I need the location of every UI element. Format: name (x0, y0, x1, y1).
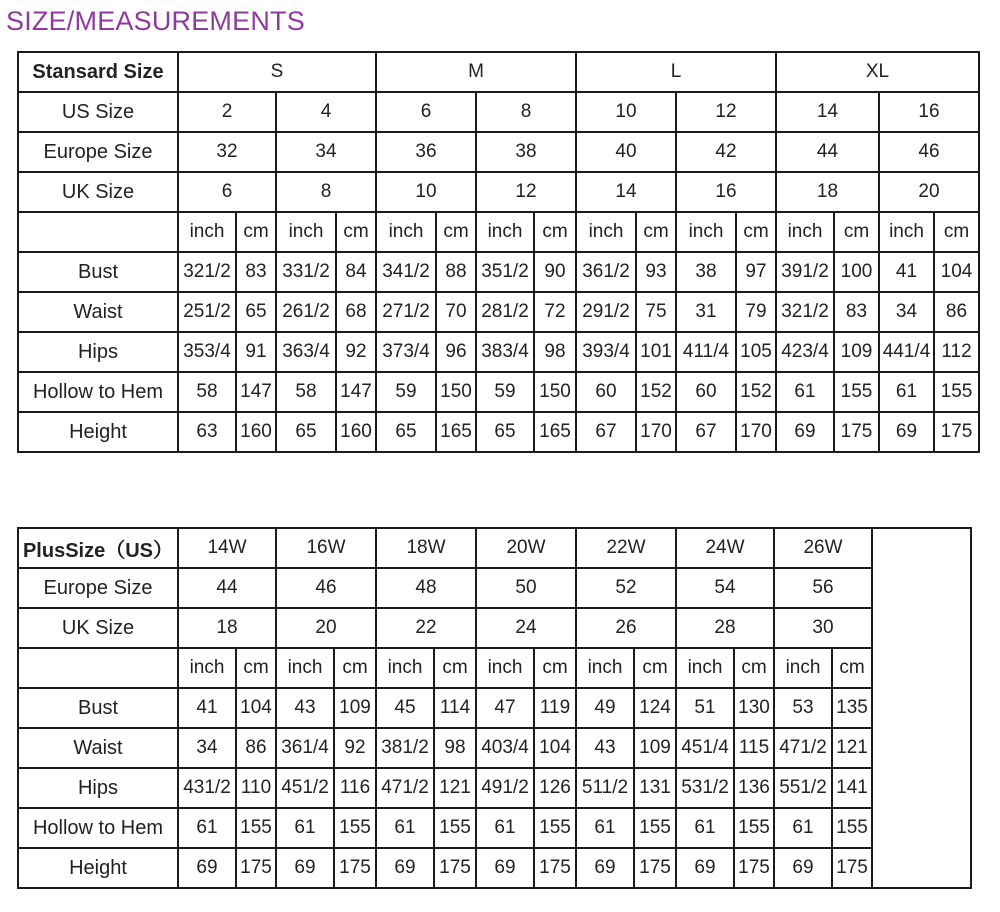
value-cm: 175 (634, 848, 676, 888)
measurement-label: Waist (18, 728, 178, 768)
value-inch: 363/4 (276, 332, 336, 372)
uk-size-cell: 10 (376, 172, 476, 212)
value-inch: 59 (476, 372, 534, 412)
us-size-cell: 12 (676, 92, 776, 132)
value-inch: 61 (576, 808, 634, 848)
europe-size-cell: 36 (376, 132, 476, 172)
uk-size-cell: 18 (178, 608, 276, 648)
unit-cm: cm (534, 212, 576, 252)
us-size-cell: 6 (376, 92, 476, 132)
value-cm: 152 (636, 372, 676, 412)
unit-cm: cm (534, 648, 576, 688)
value-cm: 147 (336, 372, 376, 412)
europe-size-cell: 42 (676, 132, 776, 172)
blank-cell (872, 848, 971, 888)
value-cm: 109 (834, 332, 879, 372)
value-inch: 43 (276, 688, 334, 728)
value-cm: 121 (434, 768, 476, 808)
value-inch: 403/4 (476, 728, 534, 768)
value-inch: 341/2 (376, 252, 436, 292)
value-cm: 165 (534, 412, 576, 452)
value-cm: 104 (534, 728, 576, 768)
blank-cell (872, 568, 971, 608)
uk-size-row (18, 608, 971, 648)
europe-size-row (18, 132, 979, 172)
us-size-cell: 10 (576, 92, 676, 132)
uk-size-cell: 18 (776, 172, 879, 212)
value-cm: 175 (834, 412, 879, 452)
value-cm: 101 (636, 332, 676, 372)
plus-size-cell: 22W (576, 528, 676, 568)
value-cm: 175 (934, 412, 979, 452)
measurement-row (18, 848, 971, 888)
us-size-cell: 16 (879, 92, 979, 132)
uk-size-cell: 14 (576, 172, 676, 212)
value-inch: 423/4 (776, 332, 834, 372)
unit-cm: cm (832, 648, 872, 688)
value-inch: 34 (879, 292, 934, 332)
value-cm: 83 (236, 252, 276, 292)
value-inch: 391/2 (776, 252, 834, 292)
standard-size-cell: M (376, 52, 576, 92)
unit-row (18, 212, 979, 252)
plus-size-label: PlusSize（US） (18, 528, 178, 568)
value-cm: 175 (434, 848, 476, 888)
blank-cell (872, 728, 971, 768)
value-cm: 92 (334, 728, 376, 768)
measurement-label: Hollow to Hem (18, 372, 178, 412)
value-cm: 175 (236, 848, 276, 888)
value-inch: 61 (774, 808, 832, 848)
value-inch: 361/2 (576, 252, 636, 292)
blank-cell (872, 528, 971, 568)
plus-size-row (18, 528, 971, 568)
plus-size-cell: 18W (376, 528, 476, 568)
blank-cell (872, 808, 971, 848)
value-inch: 331/2 (276, 252, 336, 292)
value-cm: 109 (634, 728, 676, 768)
europe-size-cell: 46 (879, 132, 979, 172)
uk-size-cell: 8 (276, 172, 376, 212)
value-cm: 170 (636, 412, 676, 452)
value-inch: 551/2 (774, 768, 832, 808)
blank-cell (872, 688, 971, 728)
unit-cm: cm (236, 212, 276, 252)
value-cm: 98 (434, 728, 476, 768)
value-inch: 393/4 (576, 332, 636, 372)
value-inch: 69 (879, 412, 934, 452)
uk-size-cell: 28 (676, 608, 774, 648)
uk-size-cell: 22 (376, 608, 476, 648)
measurement-label: Hollow to Hem (18, 808, 178, 848)
value-inch: 51 (676, 688, 734, 728)
value-cm: 75 (636, 292, 676, 332)
value-inch: 511/2 (576, 768, 634, 808)
value-inch: 321/2 (776, 292, 834, 332)
unit-inch: inch (276, 212, 336, 252)
europe-size-cell: 34 (276, 132, 376, 172)
plus-size-cell: 20W (476, 528, 576, 568)
uk-size-cell: 12 (476, 172, 576, 212)
value-inch: 49 (576, 688, 634, 728)
value-cm: 112 (934, 332, 979, 372)
value-inch: 471/2 (376, 768, 434, 808)
value-inch: 69 (376, 848, 434, 888)
standard-size-row (18, 52, 979, 92)
page-title: SIZE/MEASUREMENTS (6, 6, 305, 36)
unit-inch: inch (178, 648, 236, 688)
unit-row (18, 648, 971, 688)
value-inch: 69 (774, 848, 832, 888)
value-cm: 124 (634, 688, 676, 728)
unit-cm: cm (436, 212, 476, 252)
value-inch: 383/4 (476, 332, 534, 372)
value-cm: 68 (336, 292, 376, 332)
value-cm: 91 (236, 332, 276, 372)
us-size-cell: 4 (276, 92, 376, 132)
value-cm: 104 (934, 252, 979, 292)
value-inch: 58 (276, 372, 336, 412)
value-inch: 61 (376, 808, 434, 848)
value-cm: 93 (636, 252, 676, 292)
unit-inch: inch (276, 648, 334, 688)
europe-size-cell: 48 (376, 568, 476, 608)
unit-cm: cm (336, 212, 376, 252)
europe-size-cell: 40 (576, 132, 676, 172)
value-cm: 175 (734, 848, 774, 888)
us-size-cell: 8 (476, 92, 576, 132)
plus-size-cell: 16W (276, 528, 376, 568)
value-cm: 131 (634, 768, 676, 808)
measurement-row (18, 768, 971, 808)
value-inch: 381/2 (376, 728, 434, 768)
value-inch: 67 (676, 412, 736, 452)
unit-cm: cm (834, 212, 879, 252)
value-cm: 84 (336, 252, 376, 292)
us-size-row (18, 92, 979, 132)
value-inch: 321/2 (178, 252, 236, 292)
value-cm: 121 (832, 728, 872, 768)
value-inch: 69 (776, 412, 834, 452)
value-inch: 65 (376, 412, 436, 452)
unit-inch: inch (576, 212, 636, 252)
measurement-label: Bust (18, 252, 178, 292)
value-inch: 281/2 (476, 292, 534, 332)
value-inch: 261/2 (276, 292, 336, 332)
value-inch: 45 (376, 688, 434, 728)
uk-size-label: UK Size (18, 172, 178, 212)
unit-cm: cm (636, 212, 676, 252)
value-cm: 130 (734, 688, 774, 728)
measurement-row (18, 728, 971, 768)
value-cm: 119 (534, 688, 576, 728)
uk-size-cell: 20 (879, 172, 979, 212)
value-cm: 65 (236, 292, 276, 332)
measurement-row (18, 372, 979, 412)
unit-inch: inch (376, 648, 434, 688)
europe-size-row (18, 568, 971, 608)
value-cm: 175 (832, 848, 872, 888)
size-chart-table (17, 51, 980, 453)
value-inch: 69 (476, 848, 534, 888)
value-cm: 90 (534, 252, 576, 292)
value-cm: 175 (334, 848, 376, 888)
value-inch: 353/4 (178, 332, 236, 372)
value-cm: 150 (534, 372, 576, 412)
value-cm: 155 (434, 808, 476, 848)
standard-size-cell: S (178, 52, 376, 92)
value-cm: 152 (736, 372, 776, 412)
uk-size-cell: 20 (276, 608, 376, 648)
us-size-cell: 14 (776, 92, 879, 132)
value-cm: 86 (934, 292, 979, 332)
value-inch: 61 (276, 808, 334, 848)
value-cm: 165 (436, 412, 476, 452)
europe-size-cell: 56 (774, 568, 872, 608)
europe-size-cell: 54 (676, 568, 774, 608)
value-inch: 61 (776, 372, 834, 412)
standard-size-cell: XL (776, 52, 979, 92)
europe-size-cell: 50 (476, 568, 576, 608)
value-inch: 361/4 (276, 728, 334, 768)
value-inch: 60 (576, 372, 636, 412)
blank-cell (872, 768, 971, 808)
value-inch: 411/4 (676, 332, 736, 372)
value-inch: 60 (676, 372, 736, 412)
value-inch: 69 (576, 848, 634, 888)
europe-size-cell: 38 (476, 132, 576, 172)
unit-inch: inch (576, 648, 634, 688)
value-cm: 155 (832, 808, 872, 848)
europe-size-cell: 52 (576, 568, 676, 608)
europe-size-cell: 46 (276, 568, 376, 608)
value-cm: 136 (734, 768, 774, 808)
unit-inch: inch (774, 648, 832, 688)
standard-size-label: Stansard Size (18, 52, 178, 92)
unit-inch: inch (879, 212, 934, 252)
uk-size-row (18, 172, 979, 212)
europe-size-cell: 44 (776, 132, 879, 172)
value-cm: 79 (736, 292, 776, 332)
value-inch: 251/2 (178, 292, 236, 332)
value-cm: 170 (736, 412, 776, 452)
unit-cm: cm (736, 212, 776, 252)
measurement-label: Hips (18, 768, 178, 808)
value-cm: 92 (336, 332, 376, 372)
value-cm: 98 (534, 332, 576, 372)
measurement-row (18, 688, 971, 728)
value-inch: 58 (178, 372, 236, 412)
value-inch: 61 (178, 808, 236, 848)
value-inch: 491/2 (476, 768, 534, 808)
unit-inch: inch (676, 648, 734, 688)
blank-cell (872, 648, 971, 688)
europe-size-label: Europe Size (18, 568, 178, 608)
measurement-label: Waist (18, 292, 178, 332)
unit-cm: cm (236, 648, 276, 688)
measurement-row (18, 412, 979, 452)
value-inch: 451/2 (276, 768, 334, 808)
value-cm: 96 (436, 332, 476, 372)
value-inch: 61 (676, 808, 734, 848)
value-cm: 155 (834, 372, 879, 412)
blank-cell (872, 608, 971, 648)
measurement-row (18, 252, 979, 292)
value-cm: 104 (236, 688, 276, 728)
plus-size-cell: 24W (676, 528, 774, 568)
unit-cm: cm (634, 648, 676, 688)
value-cm: 83 (834, 292, 879, 332)
uk-size-cell: 24 (476, 608, 576, 648)
value-cm: 155 (634, 808, 676, 848)
unit-inch: inch (476, 648, 534, 688)
value-cm: 141 (832, 768, 872, 808)
value-inch: 63 (178, 412, 236, 452)
value-cm: 155 (236, 808, 276, 848)
value-cm: 109 (334, 688, 376, 728)
measurement-label: Height (18, 412, 178, 452)
value-cm: 116 (334, 768, 376, 808)
value-cm: 115 (734, 728, 774, 768)
unit-inch: inch (476, 212, 534, 252)
value-inch: 41 (178, 688, 236, 728)
standard-size-cell: L (576, 52, 776, 92)
value-inch: 471/2 (774, 728, 832, 768)
value-inch: 65 (276, 412, 336, 452)
measurement-label: Height (18, 848, 178, 888)
europe-size-label: Europe Size (18, 132, 178, 172)
uk-size-cell: 16 (676, 172, 776, 212)
value-inch: 373/4 (376, 332, 436, 372)
value-inch: 34 (178, 728, 236, 768)
measurement-label: Hips (18, 332, 178, 372)
value-inch: 451/4 (676, 728, 734, 768)
measurement-row (18, 808, 971, 848)
unit-row-label (18, 648, 178, 688)
value-cm: 70 (436, 292, 476, 332)
europe-size-cell: 32 (178, 132, 276, 172)
value-inch: 43 (576, 728, 634, 768)
us-size-cell: 2 (178, 92, 276, 132)
uk-size-label: UK Size (18, 608, 178, 648)
value-cm: 155 (934, 372, 979, 412)
unit-cm: cm (934, 212, 979, 252)
value-cm: 150 (436, 372, 476, 412)
value-cm: 155 (734, 808, 774, 848)
value-cm: 126 (534, 768, 576, 808)
unit-inch: inch (676, 212, 736, 252)
unit-inch: inch (776, 212, 834, 252)
value-cm: 135 (832, 688, 872, 728)
value-inch: 431/2 (178, 768, 236, 808)
us-size-label: US Size (18, 92, 178, 132)
value-inch: 291/2 (576, 292, 636, 332)
value-cm: 147 (236, 372, 276, 412)
value-inch: 61 (879, 372, 934, 412)
value-cm: 105 (736, 332, 776, 372)
value-inch: 59 (376, 372, 436, 412)
value-inch: 351/2 (476, 252, 534, 292)
value-cm: 86 (236, 728, 276, 768)
value-inch: 67 (576, 412, 636, 452)
value-inch: 41 (879, 252, 934, 292)
value-cm: 160 (236, 412, 276, 452)
unit-cm: cm (434, 648, 476, 688)
value-inch: 31 (676, 292, 736, 332)
value-inch: 271/2 (376, 292, 436, 332)
unit-row-label (18, 212, 178, 252)
unit-inch: inch (178, 212, 236, 252)
value-inch: 69 (276, 848, 334, 888)
value-inch: 61 (476, 808, 534, 848)
measurement-row (18, 292, 979, 332)
value-cm: 155 (334, 808, 376, 848)
value-cm: 114 (434, 688, 476, 728)
value-inch: 69 (178, 848, 236, 888)
uk-size-cell: 6 (178, 172, 276, 212)
value-cm: 88 (436, 252, 476, 292)
value-cm: 100 (834, 252, 879, 292)
unit-cm: cm (334, 648, 376, 688)
value-cm: 160 (336, 412, 376, 452)
value-cm: 97 (736, 252, 776, 292)
value-inch: 531/2 (676, 768, 734, 808)
value-inch: 441/4 (879, 332, 934, 372)
measurement-label: Bust (18, 688, 178, 728)
unit-inch: inch (376, 212, 436, 252)
uk-size-cell: 30 (774, 608, 872, 648)
value-inch: 69 (676, 848, 734, 888)
value-inch: 65 (476, 412, 534, 452)
value-cm: 72 (534, 292, 576, 332)
value-inch: 38 (676, 252, 736, 292)
value-cm: 110 (236, 768, 276, 808)
plus-size-cell: 14W (178, 528, 276, 568)
unit-cm: cm (734, 648, 774, 688)
measurement-row (18, 332, 979, 372)
value-inch: 47 (476, 688, 534, 728)
value-inch: 53 (774, 688, 832, 728)
value-cm: 155 (534, 808, 576, 848)
europe-size-cell: 44 (178, 568, 276, 608)
plus-size-chart-table (17, 527, 972, 889)
uk-size-cell: 26 (576, 608, 676, 648)
value-cm: 175 (534, 848, 576, 888)
plus-size-cell: 26W (774, 528, 872, 568)
